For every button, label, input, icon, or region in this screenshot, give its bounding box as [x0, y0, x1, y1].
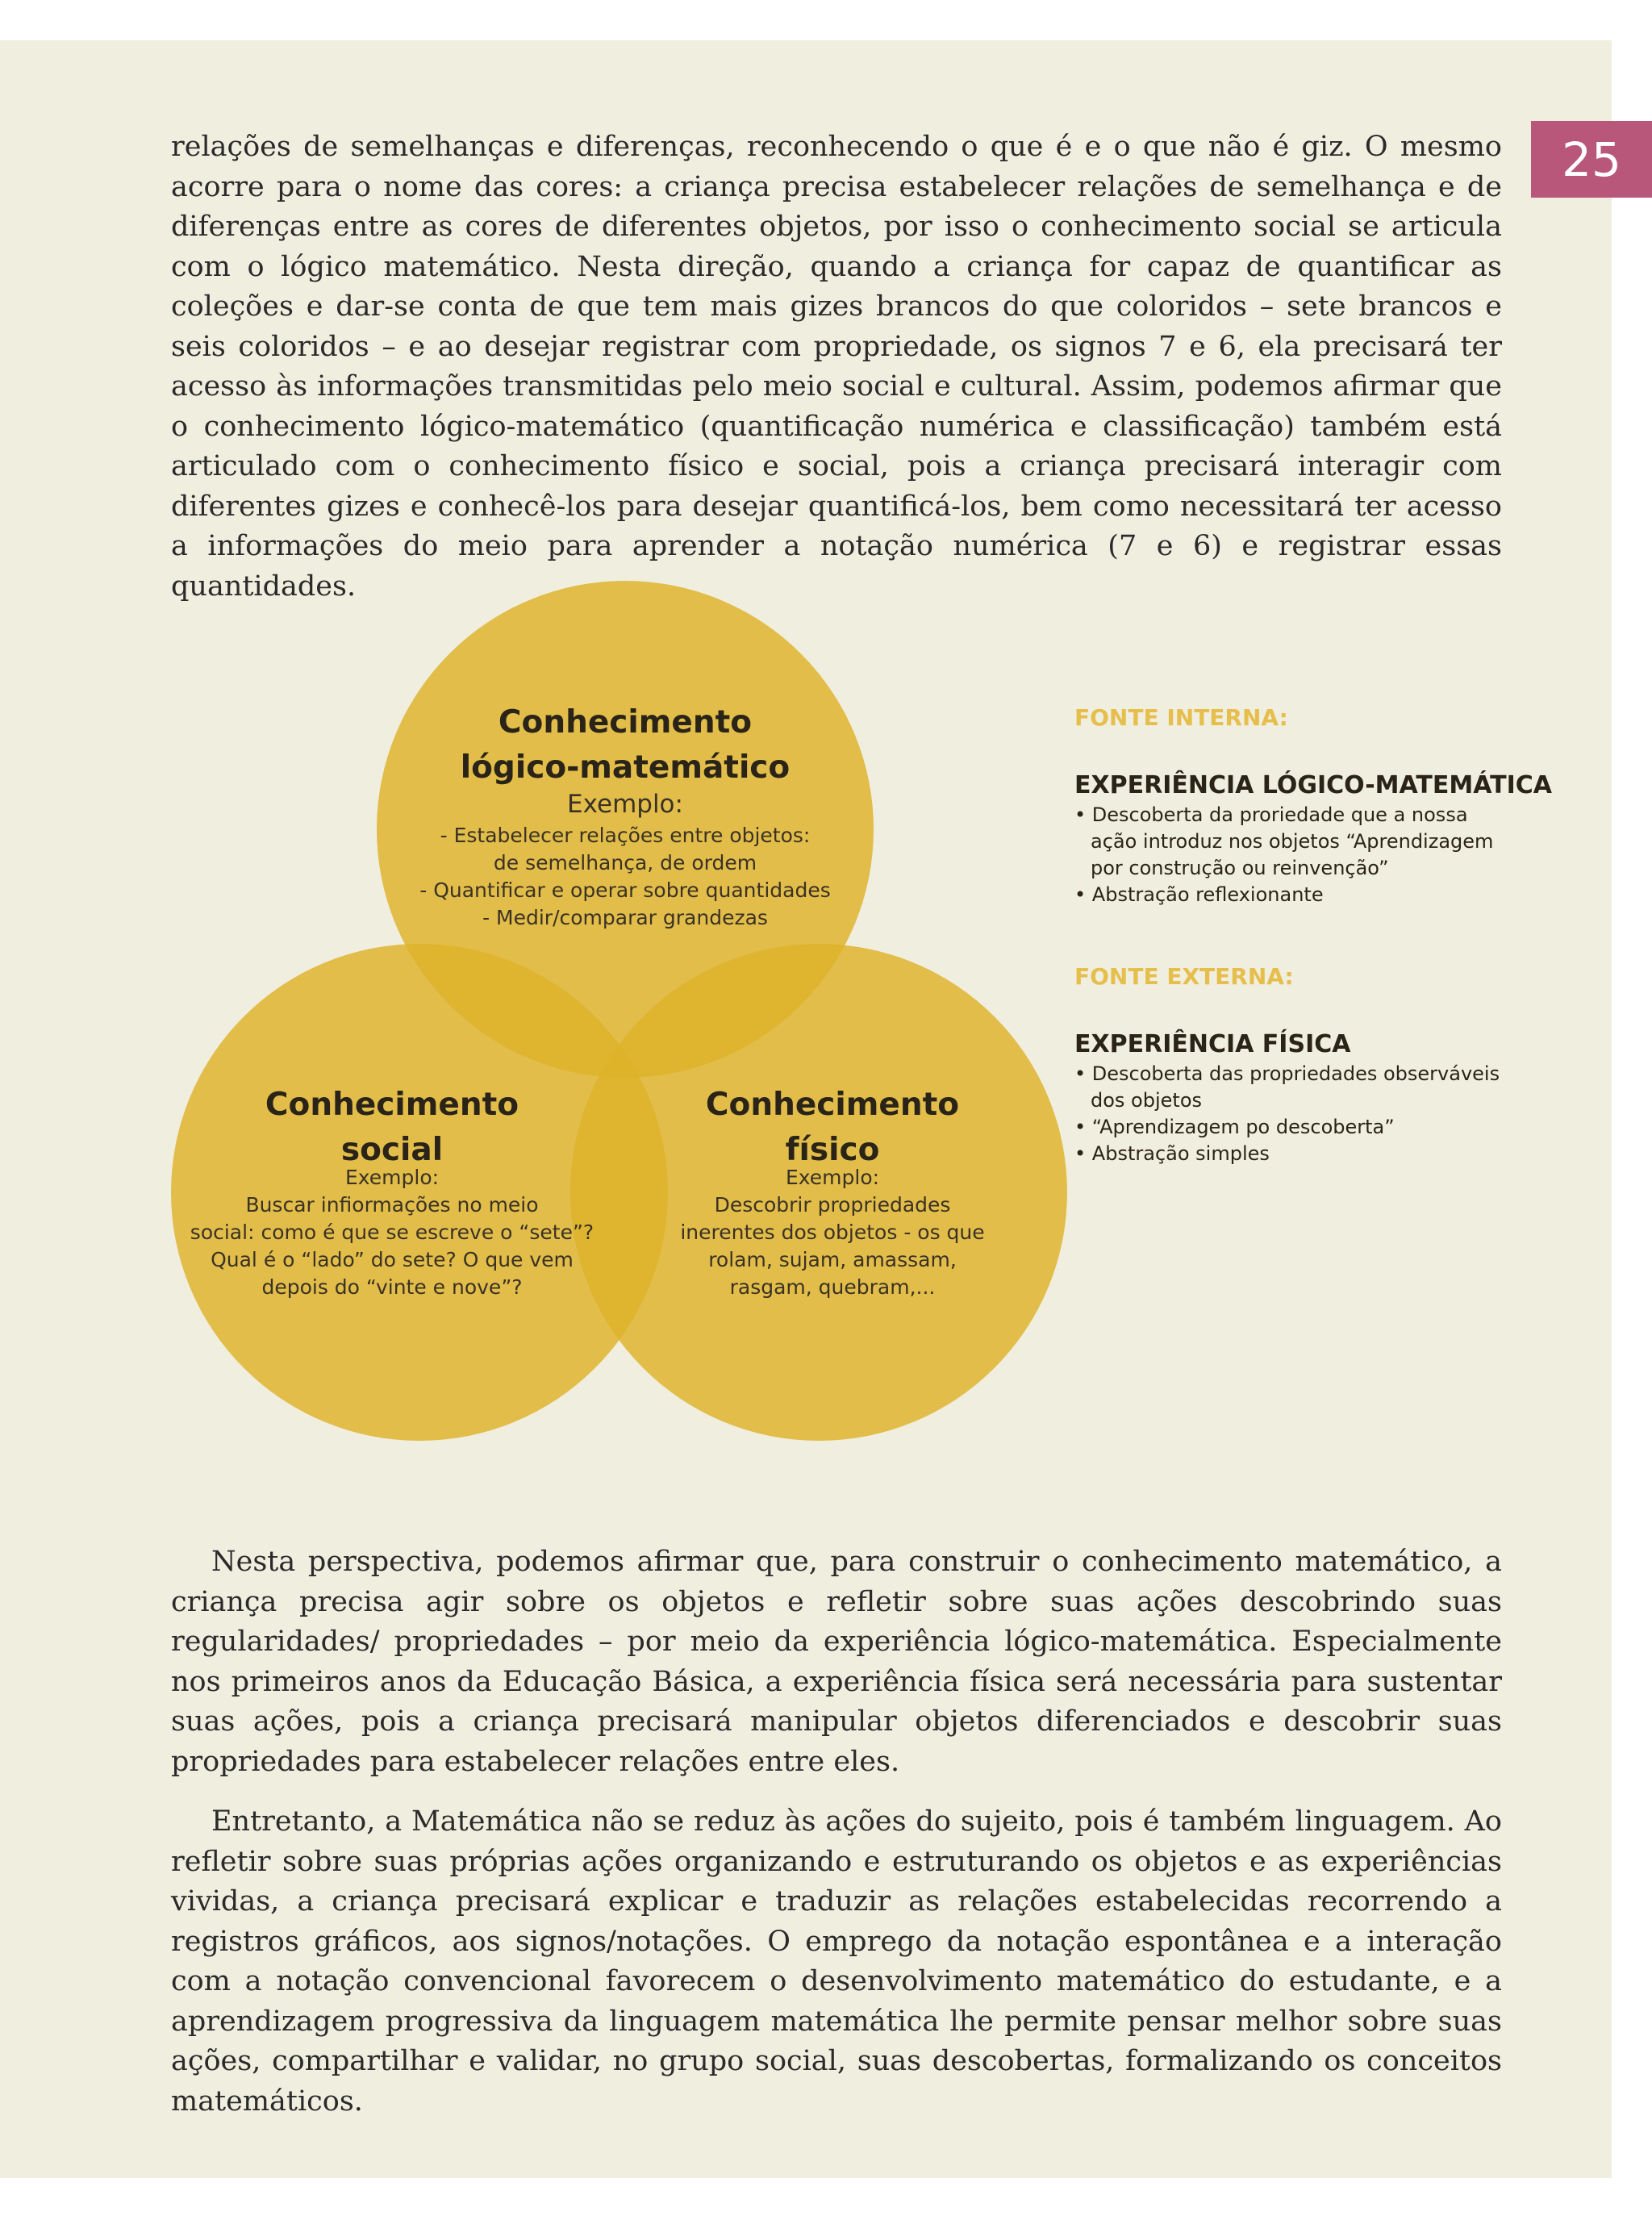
circle-example-label-top: Exemplo:: [567, 790, 683, 819]
circle-title-fisico: Conhecimento físico: [705, 1087, 960, 1168]
circle-example-fisico: Exemplo: Descobrir propriedades inerentes dos objetos - os que rolam, sujam, amassam, rasgam, quebram,...: [680, 1166, 985, 1299]
body-paragraph-3: Entretanto, a Matemática não se reduz às ações do sujeito, pois é também linguagem. Ao refletir sobre suas próprias ações organizando e estruturando os objetos e as experiências vividas, a criança precisará explicar e traduzir as relações estabelecidas recorrendo a registros gráficos, aos signos/notações. O emprego da notação espontânea e a interação com a notação convencional favorecem o desenvolvimento matemático do estudante, e a aprendizagem progressiva da linguagem matemática lhe permite pensar melhor sobre suas ações, compartilhar e validar, no grupo social, suas descobertas, formalizando os conceitos matemáticos.: [171, 1805, 1502, 2118]
fonte-externa-label: FONTE EXTERNA:: [1074, 963, 1294, 990]
experiencia-fisica-title: EXPERIÊNCIA FÍSICA: [1074, 1030, 1351, 1058]
list-item: • Descoberta da proriedade que a nossa ação introduz nos objetos “Aprendizagem por construção ou reinvenção”: [1074, 802, 1558, 882]
experiencia-logico-matematica-list: [1074, 802, 1558, 908]
fonte-interna-label: FONTE INTERNA:: [1074, 704, 1288, 731]
list-item: • “Aprendizagem po descoberta”: [1074, 1114, 1558, 1141]
body-paragraph-2: Nesta perspectiva, podemos afirmar que, para construir o conhecimento matemático, a criança precisa agir sobre os objetos e refletir sobre suas ações descobrindo suas regularidades/ propriedades – por meio da experiência lógico-matemática. Especialmente nos primeiros anos da Educação Básica, a experiência física será necessária para sustentar suas ações, pois a criança precisará manipular objetos diferenciados e descobrir suas propriedades para estabelecer relações entre eles.: [171, 1546, 1502, 1778]
list-item: • Abstração simples: [1074, 1141, 1558, 1167]
circle-example-social: Exemplo: Buscar infiormações no meio social: como é que se escreve o “sete”? Qual é o “lado” do sete? O que vem depois do “vinte e nove”?: [190, 1166, 594, 1299]
experiencia-fisica-list: [1074, 1061, 1558, 1167]
circle-title-social: Conhecimento social: [265, 1087, 519, 1168]
page-number: 25: [1531, 121, 1652, 198]
list-item: • Abstração reflexionante: [1074, 882, 1558, 908]
list-item: • Descoberta das propriedades observáveis dos objetos: [1074, 1061, 1558, 1114]
body-paragraph-1: relações de semelhanças e diferenças, reconhecendo o que é e o que não é giz. O mesmo acorre para o nome das cores: a criança precisa estabelecer relações de semelhança e de diferenças entre as cores de diferentes objetos, por isso o conhecimento social se articula com o lógico matemático. Nesta direção, quando a criança for capaz de quantificar as coleções e dar-se conta de que tem mais gizes brancos do que coloridos – sete brancos e seis coloridos – e ao desejar registrar com propriedade, os signos 7 e 6, ela precisará ter acesso às informações transmitidas pelo meio social e cultural. Assim, podemos afirmar que o conhecimento lógico-matemático (quantificação numérica e classificação) também está articulado com o conhecimento físico e social, pois a criança precisará interagir com diferentes gizes e conhecê-los para desejar quantificá-los, bem como necessitará ter acesso a informações do meio para aprender a notação numérica (7 e 6) e registrar essas quantidades.: [171, 131, 1502, 603]
circle-example-logico-matematico: - Estabelecer relações entre objetos: de semelhança, de ordem - Quantificar e operar sobre quantidades - Medir/comparar grandezas: [419, 824, 831, 929]
circle-title-logico-matematico: Conhecimento lógico-matemático: [460, 704, 791, 786]
experiencia-logico-matematica-title: EXPERIÊNCIA LÓGICO-MATEMÁTICA: [1074, 771, 1552, 799]
